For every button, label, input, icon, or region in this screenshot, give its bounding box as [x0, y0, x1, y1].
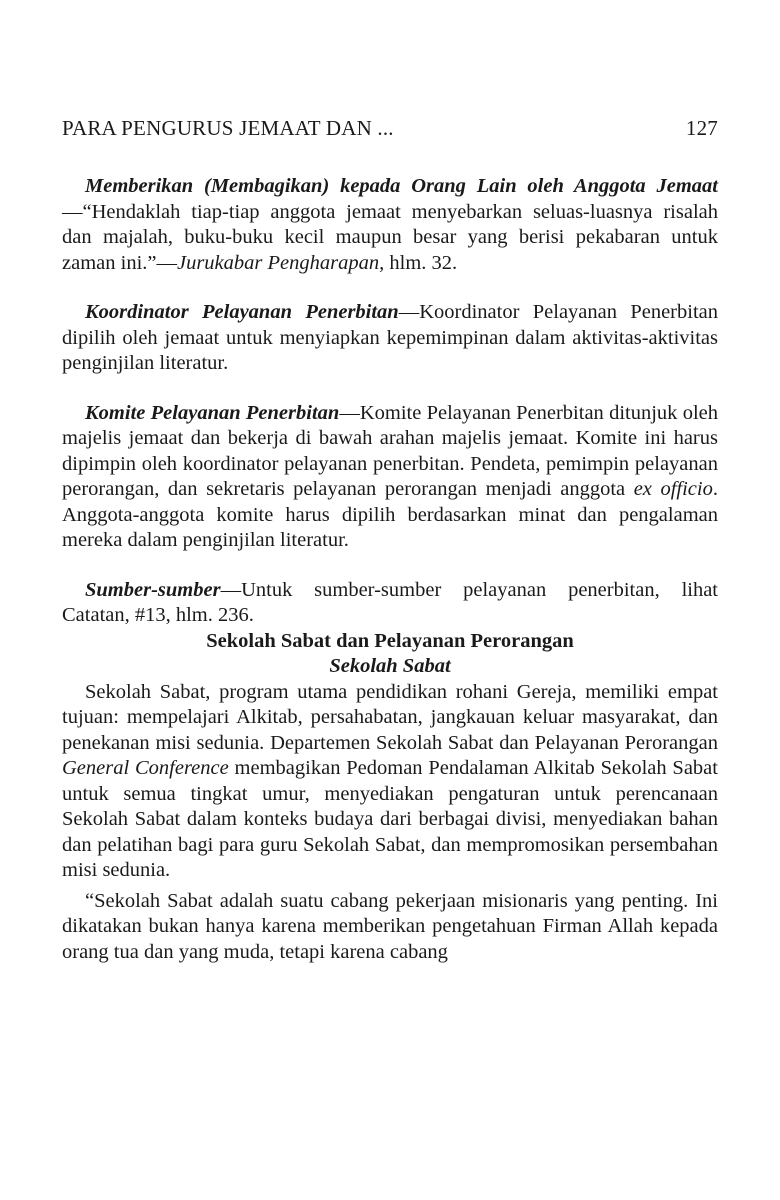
- paragraph-lead: Memberikan (Membagikan) kepada Orang Lain oleh Anggota Jemaat: [85, 175, 718, 197]
- paragraph-resources: [62, 578, 718, 629]
- paragraph-coordinator: [62, 300, 718, 377]
- paragraph-text-tail: . Anggota-anggota komite harus dipilih berdasarkan minat dan pengalaman mereka dalam penginjilan literatur.: [62, 478, 718, 551]
- page-number: 127: [685, 116, 718, 140]
- section-heading: Sekolah Sabat dan Pelayanan Perorangan: [206, 629, 574, 652]
- italic-term: ex officio: [633, 478, 713, 500]
- italic-term: General Conference: [62, 757, 229, 779]
- paragraph-quote: [62, 889, 718, 966]
- paragraph-text-tail: membagikan Pedoman Pendalaman Alkitab Sekolah Sabat untuk semua tingkat umur, menyediakan pengaturan untuk perencanaan Sekolah Sabat dalam konteks budaya dari berbagai divisi, menyediakan bahan dan pelatihan bagi para guru Sekolah Sabat, dan mempromosikan persembahan misi sedunia.: [62, 757, 718, 881]
- paragraph-text: —“Hendaklah tiap-tiap anggota jemaat menyebarkan seluas-luasnya risalah dan majalah, buku-buku kecil maupun besar yang berisi pekabaran untuk zaman ini.”—: [62, 200, 718, 274]
- sub-heading: Sekolah Sabat: [329, 655, 451, 677]
- paragraph-lead: Sumber-sumber: [85, 578, 221, 601]
- paragraph-text: —Untuk sumber-sumber pelayanan penerbitan, lihat Catatan, #13, hlm. 236.: [62, 578, 718, 626]
- source-page: hlm. 32.: [384, 251, 458, 274]
- paragraph-committee: [62, 401, 718, 554]
- source-title: Jurukabar Pengharapan,: [176, 251, 385, 274]
- paragraph-text: “Sekolah Sabat adalah suatu cabang pekerjaan misionaris yang penting. Ini dikatakan bukan hanya karena memberikan pengetahuan Firman Allah kepada orang tua dan yang muda, tetapi karena cabang: [62, 889, 718, 963]
- paragraph-sharing-literature: [62, 174, 718, 276]
- paragraph-sabbath-school: [62, 680, 718, 884]
- paragraph-text: —Koordinator Pelayanan Penerbitan dipilih oleh jemaat untuk menyiapkan kepemimpinan dalam aktivitas-aktivitas penginjilan literatur.: [62, 301, 719, 374]
- running-header: [62, 116, 718, 141]
- paragraph-lead: Komite Pelayanan Penerbitan: [85, 401, 340, 424]
- paragraph-text: —Komite Pelayanan Penerbitan ditunjuk oleh majelis jemaat dan bekerja di bawah arahan majelis jemaat. Komite ini harus dipimpin oleh koordinator pelayanan penerbitan. Pendeta, pemimpin pelayanan perorangan, dan sekretaris pelayanan perorangan menjadi anggota: [62, 401, 719, 500]
- page-body: [62, 174, 718, 965]
- paragraph-lead: Koordinator Pelayanan Penerbitan: [85, 301, 399, 323]
- paragraph-text: Sekolah Sabat, program utama pendidikan rohani Gereja, memiliki empat tujuan: mempelajari Alkitab, persahabatan, jangkauan keluar masyarakat, dan penekanan misi sedunia. Departemen Sekolah Sabat dan Pelayanan Perorangan: [62, 680, 718, 754]
- running-title: PARA PENGURUS JEMAAT DAN ...: [62, 116, 394, 140]
